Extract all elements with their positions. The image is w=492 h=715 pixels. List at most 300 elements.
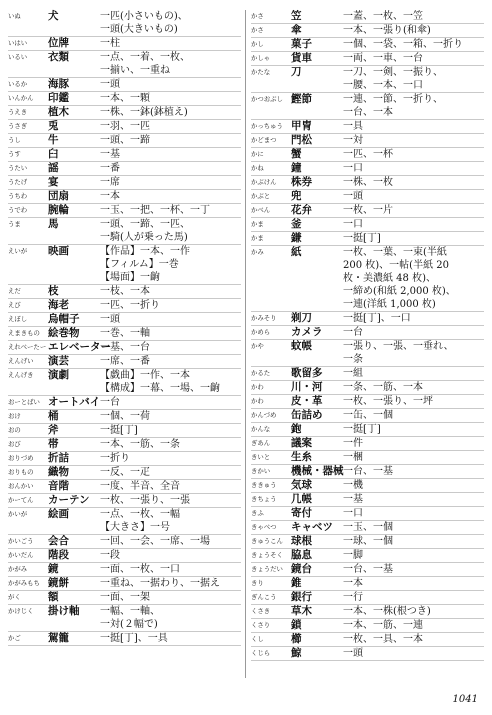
entry-reading: えんげい: [8, 357, 34, 365]
counter-line: 一騎(人が乗った馬): [100, 232, 188, 243]
dictionary-page: [8, 10, 484, 678]
entry-reading: いるい: [8, 53, 28, 61]
entry-row: [8, 410, 241, 424]
entry-counters: [343, 232, 484, 245]
entry-word: 鏡台: [291, 563, 312, 575]
entry-counters: [100, 134, 241, 147]
left-column: [8, 10, 241, 678]
entry-row: [251, 367, 484, 381]
counter-line: 【大きさ】一号: [100, 522, 170, 533]
counter-line: 一腰、一本、一口: [343, 80, 423, 91]
entry-reading: きゅうこん: [251, 537, 283, 545]
entry-reading: くじら: [251, 649, 271, 657]
entry-row: [8, 176, 241, 190]
entry-counters: [100, 120, 241, 133]
entry-counters: [343, 395, 484, 408]
counter-line: 【戯曲】一作、一本: [100, 370, 190, 381]
counter-line: 一挺[丁]、一具: [100, 633, 168, 644]
entry-reading: かいだん: [8, 551, 34, 559]
entry-counters: [343, 479, 484, 492]
entry-reading: きふ: [251, 509, 264, 517]
entry-reading: うでわ: [8, 206, 28, 214]
entry-counters: [343, 326, 484, 339]
entry-word: オートバイ: [48, 396, 101, 408]
entry-reading: きょうそく: [251, 551, 283, 559]
entry-word: 鏡: [48, 563, 59, 575]
counter-line: 一度、半音、全音: [100, 481, 180, 492]
entry-reading: うたげ: [8, 178, 28, 186]
entry-row: [251, 451, 484, 465]
entry-counters: [100, 535, 241, 548]
entry-row: [8, 452, 241, 466]
entry-row: [251, 312, 484, 326]
entry-word: 生糸: [291, 451, 312, 463]
entry-word: 烏帽子: [48, 313, 80, 325]
entry-word: 鎌: [291, 232, 302, 244]
counter-line: 一球、一個: [343, 536, 393, 547]
counter-line: 一台: [343, 327, 363, 338]
entry-reading: いはい: [8, 39, 28, 47]
entry-reading: くさり: [251, 621, 271, 629]
entry-word: 絵巻物: [48, 327, 80, 339]
entry-counters: [343, 218, 484, 231]
entry-word: 駕籠: [48, 632, 69, 644]
entry-counters: [343, 507, 484, 520]
entry-word: 銀行: [291, 591, 312, 603]
entry-counters: [100, 106, 241, 119]
counter-line: 一両、一車、一台: [343, 53, 423, 64]
entry-reading: かま: [251, 220, 264, 228]
counter-line: 【作品】一本、一作: [100, 246, 190, 257]
entry-counters: [100, 396, 241, 409]
counter-line: 一枚、一張り、一坪: [343, 396, 433, 407]
entry-row: [251, 120, 484, 134]
counter-line: 一台、一本: [343, 107, 393, 118]
entry-row: [251, 218, 484, 232]
counter-line: 一缶、一個: [343, 410, 393, 421]
entry-counters: [100, 452, 241, 465]
entry-reading: えだ: [8, 287, 21, 295]
counter-line: 一回、一会、一席、一場: [100, 536, 210, 547]
entry-counters: [343, 437, 484, 450]
entry-row: [8, 480, 241, 494]
entry-word: 会合: [48, 535, 69, 547]
entry-counters: [100, 313, 241, 326]
entry-reading: えび: [8, 301, 21, 309]
entry-counters: [100, 162, 241, 175]
entry-row: [251, 395, 484, 409]
counter-line: 一株、一枚: [343, 177, 393, 188]
entry-counters: [343, 619, 484, 632]
entry-word: 謡: [48, 162, 59, 174]
counter-line: 一基: [100, 149, 120, 160]
entry-word: 掛け軸: [48, 605, 80, 617]
counter-line: 一点、一着、一枚、: [100, 52, 190, 63]
entry-counters: [343, 633, 484, 646]
entry-counters: [343, 204, 484, 217]
entry-word: 錐: [291, 577, 302, 589]
counter-line: 一基、一台: [100, 342, 150, 353]
entry-row: [8, 438, 241, 452]
entry-row: [251, 549, 484, 563]
entry-counters: [343, 563, 484, 576]
entry-reading: かさ: [251, 26, 264, 34]
right-column: [251, 10, 484, 678]
counter-line: 一点、一枚、一幅: [100, 509, 180, 520]
entry-word: 刀: [291, 66, 302, 78]
entry-word: 演芸: [48, 355, 69, 367]
entry-row: [251, 521, 484, 535]
entry-reading: かしゃ: [251, 54, 271, 62]
entry-reading: かーてん: [8, 496, 34, 504]
entry-counters: [100, 355, 241, 368]
entry-reading: ききゅう: [251, 481, 277, 489]
entry-counters: [100, 92, 241, 105]
entry-word: 馬: [48, 218, 59, 230]
entry-counters: [100, 424, 241, 437]
counter-line: 一個、一袋、一箱、一折り: [343, 39, 463, 50]
entry-reading: ぎあん: [251, 439, 271, 447]
entry-row: [8, 355, 241, 369]
entry-counters: [343, 465, 484, 478]
entry-reading: かるた: [251, 369, 271, 377]
entry-word: 桶: [48, 410, 59, 422]
entry-reading: かわ: [251, 397, 264, 405]
entry-reading: きいと: [251, 453, 271, 461]
entry-word: 缶詰め: [291, 409, 323, 421]
entry-counters: [100, 10, 241, 36]
entry-word: カメラ: [291, 326, 323, 338]
counter-line: 一幅、一軸、: [100, 606, 160, 617]
entry-row: [251, 619, 484, 633]
entry-row: [8, 632, 241, 646]
counter-line: 枚・美濃紙 48 枚)、: [343, 273, 436, 284]
entry-counters: [100, 190, 241, 203]
counter-line: 一脚: [343, 550, 363, 561]
entry-row: [8, 313, 241, 327]
entry-reading: うま: [8, 220, 21, 228]
entry-reading: おりもの: [8, 468, 34, 476]
counter-line: 一巻、一軸: [100, 328, 150, 339]
counter-line: 一具: [343, 121, 363, 132]
entry-row: [251, 38, 484, 52]
entry-word: 寄付: [291, 507, 312, 519]
entry-counters: [343, 120, 484, 133]
entry-reading: えんげき: [8, 371, 34, 379]
counter-line: 一機: [343, 480, 363, 491]
counter-line: 一条、一筋、一本: [343, 382, 423, 393]
counter-line: 一折り: [100, 453, 130, 464]
counter-line: 一席: [100, 177, 120, 188]
entry-row: [251, 591, 484, 605]
entry-word: 階段: [48, 549, 69, 561]
entry-reading: かいが: [8, 510, 28, 518]
entry-counters: [100, 78, 241, 91]
entry-reading: かべん: [251, 206, 271, 214]
entry-reading: おーとばい: [8, 398, 40, 406]
counter-line: 一基: [343, 494, 363, 505]
entry-reading: かがみ: [8, 565, 28, 573]
counter-line: 一条: [343, 354, 363, 365]
entry-reading: かいごう: [8, 537, 34, 545]
entry-word: 映画: [48, 245, 69, 257]
entry-word: 川・河: [291, 381, 323, 393]
entry-counters: [100, 299, 241, 312]
entry-counters: [343, 409, 484, 422]
entry-reading: かつおぶし: [251, 95, 283, 103]
entry-reading: きり: [251, 579, 264, 587]
entry-word: 機械・器械: [291, 465, 344, 477]
counter-line: 一面、一架: [100, 592, 150, 603]
counter-line: 一揃い、一重ね: [100, 65, 170, 76]
entry-row: [251, 190, 484, 204]
entry-reading: うたい: [8, 164, 28, 172]
counter-line: 一匹(小さいもの)、: [100, 11, 188, 22]
counter-line: 一本: [100, 191, 120, 202]
entry-reading: おりづめ: [8, 454, 34, 462]
counter-line: 一玉、一個: [343, 522, 393, 533]
entry-word: 剃刀: [291, 312, 312, 324]
entry-reading: おび: [8, 440, 21, 448]
entry-row: [251, 340, 484, 367]
entry-counters: [100, 410, 241, 423]
entry-row: [251, 232, 484, 246]
entry-row: [251, 563, 484, 577]
entry-counters: [100, 632, 241, 645]
entry-word: 球根: [291, 535, 312, 547]
entry-reading: きちょう: [251, 495, 277, 503]
counter-line: 一行: [343, 592, 363, 603]
counter-line: 一反、一疋: [100, 467, 150, 478]
counter-line: 一締め(和紙 2,000 枚)、: [343, 286, 456, 297]
entry-word: 貨車: [291, 52, 312, 64]
entry-word: 牛: [48, 134, 59, 146]
entry-word: 釜: [291, 218, 302, 230]
counter-line: 一張り、一張、一垂れ、: [343, 341, 454, 352]
entry-row: [8, 369, 241, 396]
entry-counters: [100, 438, 241, 451]
counter-line: 一挺[丁]: [343, 424, 381, 435]
counter-line: 一番: [100, 163, 120, 174]
entry-counters: [343, 162, 484, 175]
counter-line: 一台: [100, 397, 120, 408]
entry-word: キャベツ: [291, 521, 333, 533]
counter-line: 一挺[丁]: [343, 233, 381, 244]
entry-counters: [343, 577, 484, 590]
entry-word: 植木: [48, 106, 69, 118]
entry-word: 兜: [291, 190, 302, 202]
entry-row: [251, 465, 484, 479]
entry-reading: かわ: [251, 383, 264, 391]
entry-word: 株券: [291, 176, 312, 188]
entry-reading: かま: [251, 234, 264, 242]
counter-line: 一本、一筋、一連: [343, 620, 423, 631]
entry-reading: かんな: [251, 425, 271, 433]
entry-counters: [343, 535, 484, 548]
entry-word: 斧: [48, 424, 59, 436]
counter-line: 一梱: [343, 452, 363, 463]
entry-word: 鉋: [291, 423, 302, 435]
entry-counters: [343, 367, 484, 380]
entry-reading: かめら: [251, 328, 271, 336]
entry-word: 兎: [48, 120, 59, 132]
entry-row: [8, 134, 241, 148]
entry-row: [251, 176, 484, 190]
counter-line: 一台、一基: [343, 466, 393, 477]
entry-counters: [343, 493, 484, 506]
counter-line: 一玉、一把、一杯、一丁: [100, 205, 210, 216]
entry-counters: [343, 521, 484, 534]
entry-reading: いぬ: [8, 12, 21, 20]
counter-line: 一本、一顆: [100, 93, 150, 104]
counter-line: 一本、一筋、一条: [100, 439, 180, 450]
entry-word: 几帳: [291, 493, 312, 505]
entry-reading: かに: [251, 150, 264, 158]
entry-row: [8, 51, 241, 78]
counter-line: 一段: [100, 550, 120, 561]
entry-row: [251, 535, 484, 549]
counter-line: 一台、一基: [343, 564, 393, 575]
entry-row: [8, 549, 241, 563]
entry-counters: [343, 176, 484, 189]
entry-reading: がく: [8, 593, 21, 601]
counter-line: 一枝、一本: [100, 286, 150, 297]
entry-word: 蚊帳: [291, 340, 312, 352]
entry-counters: [100, 508, 241, 534]
entry-counters: [100, 327, 241, 340]
entry-word: 腕輪: [48, 204, 69, 216]
counter-line: 一件: [343, 438, 363, 449]
counter-line: 一本、一株(根つき): [343, 606, 431, 617]
entry-reading: かっちゅう: [251, 122, 283, 130]
entry-word: 帯: [48, 438, 59, 450]
entry-counters: [100, 218, 241, 244]
entry-row: [8, 535, 241, 549]
entry-row: [251, 326, 484, 340]
entry-word: 海豚: [48, 78, 69, 90]
counter-line: 一本、一張り(和傘): [343, 25, 431, 36]
entry-row: [8, 466, 241, 480]
entry-counters: [343, 10, 484, 23]
entry-row: [251, 162, 484, 176]
entry-reading: かし: [251, 40, 264, 48]
entry-reading: うえき: [8, 108, 28, 116]
entry-row: [251, 381, 484, 395]
entry-reading: いるか: [8, 80, 28, 88]
counter-line: 一頭、一蹄、一匹、: [100, 219, 190, 230]
entry-word: 笠: [291, 10, 302, 22]
counter-line: 【場面】一齣: [100, 272, 160, 283]
entry-word: 枝: [48, 285, 59, 297]
counter-line: 一羽、一匹: [100, 121, 150, 132]
entry-reading: きかい: [251, 467, 271, 475]
counter-line: 一株、一鉢(鉢植え): [100, 107, 188, 118]
entry-row: [251, 52, 484, 66]
entry-counters: [100, 577, 241, 590]
entry-row: [8, 37, 241, 51]
entry-counters: [100, 466, 241, 479]
entry-word: 鯨: [291, 647, 302, 659]
entry-word: 草木: [291, 605, 312, 617]
entry-reading: かぶけん: [251, 178, 277, 186]
entry-counters: [100, 494, 241, 507]
entry-word: 甲冑: [291, 120, 312, 132]
entry-row: [251, 605, 484, 619]
entry-reading: かや: [251, 342, 264, 350]
entry-word: 脇息: [291, 549, 312, 561]
counter-line: 一頭: [100, 79, 120, 90]
entry-row: [251, 66, 484, 93]
entry-reading: かみそり: [251, 314, 277, 322]
entry-word: 音階: [48, 480, 69, 492]
entry-row: [251, 204, 484, 218]
entry-reading: えぼし: [8, 315, 28, 323]
counter-line: 一本: [343, 578, 363, 589]
entry-reading: くし: [251, 635, 264, 643]
entry-reading: おけ: [8, 412, 21, 420]
entry-row: [8, 285, 241, 299]
entry-reading: かたな: [251, 68, 271, 76]
counter-line: 一頭: [343, 648, 363, 659]
entry-counters: [100, 591, 241, 604]
entry-row: [251, 246, 484, 312]
entry-row: [8, 190, 241, 204]
entry-word: 傘: [291, 24, 302, 36]
counter-line: 一対: [343, 135, 363, 146]
entry-reading: かがみもち: [8, 579, 40, 587]
entry-counters: [343, 591, 484, 604]
entry-counters: [343, 93, 484, 119]
entry-counters: [343, 38, 484, 51]
counter-line: 一面、一枚、一口: [100, 564, 180, 575]
entry-reading: くさき: [251, 607, 271, 615]
entry-reading: おんかい: [8, 482, 34, 490]
entry-reading: かけじく: [8, 607, 34, 615]
counter-line: 一刀、一剣、一振り、: [343, 67, 443, 78]
counter-line: 一頭: [100, 314, 120, 325]
counter-line: 一頭: [343, 191, 363, 202]
entry-word: 門松: [291, 134, 312, 146]
entry-counters: [343, 134, 484, 147]
entry-row: [8, 218, 241, 245]
counter-line: 一挺[丁]: [100, 425, 138, 436]
counter-line: 一蓋、一枚、一笠: [343, 11, 423, 22]
entry-counters: [343, 52, 484, 65]
entry-counters: [100, 480, 241, 493]
entry-reading: うし: [8, 136, 21, 144]
entry-word: 鏡餅: [48, 577, 69, 589]
entry-word: 演劇: [48, 369, 69, 381]
counter-line: 一個、一荷: [100, 411, 150, 422]
entry-row: [251, 633, 484, 647]
entry-word: 犬: [48, 10, 59, 22]
entry-counters: [343, 340, 484, 366]
entry-row: [251, 148, 484, 162]
entry-counters: [343, 647, 484, 660]
entry-word: 団扇: [48, 190, 69, 202]
counter-line: 一口: [343, 219, 363, 230]
counter-line: 一枚、一張り、一張: [100, 495, 190, 506]
entry-row: [251, 24, 484, 38]
entry-row: [8, 591, 241, 605]
entry-counters: [343, 605, 484, 618]
counter-line: 一頭、一蹄: [100, 135, 150, 146]
counter-line: 一席、一番: [100, 356, 150, 367]
entry-reading: うす: [8, 150, 21, 158]
entry-word: カーテン: [48, 494, 90, 506]
entry-counters: [100, 37, 241, 50]
entry-word: 花弁: [291, 204, 312, 216]
